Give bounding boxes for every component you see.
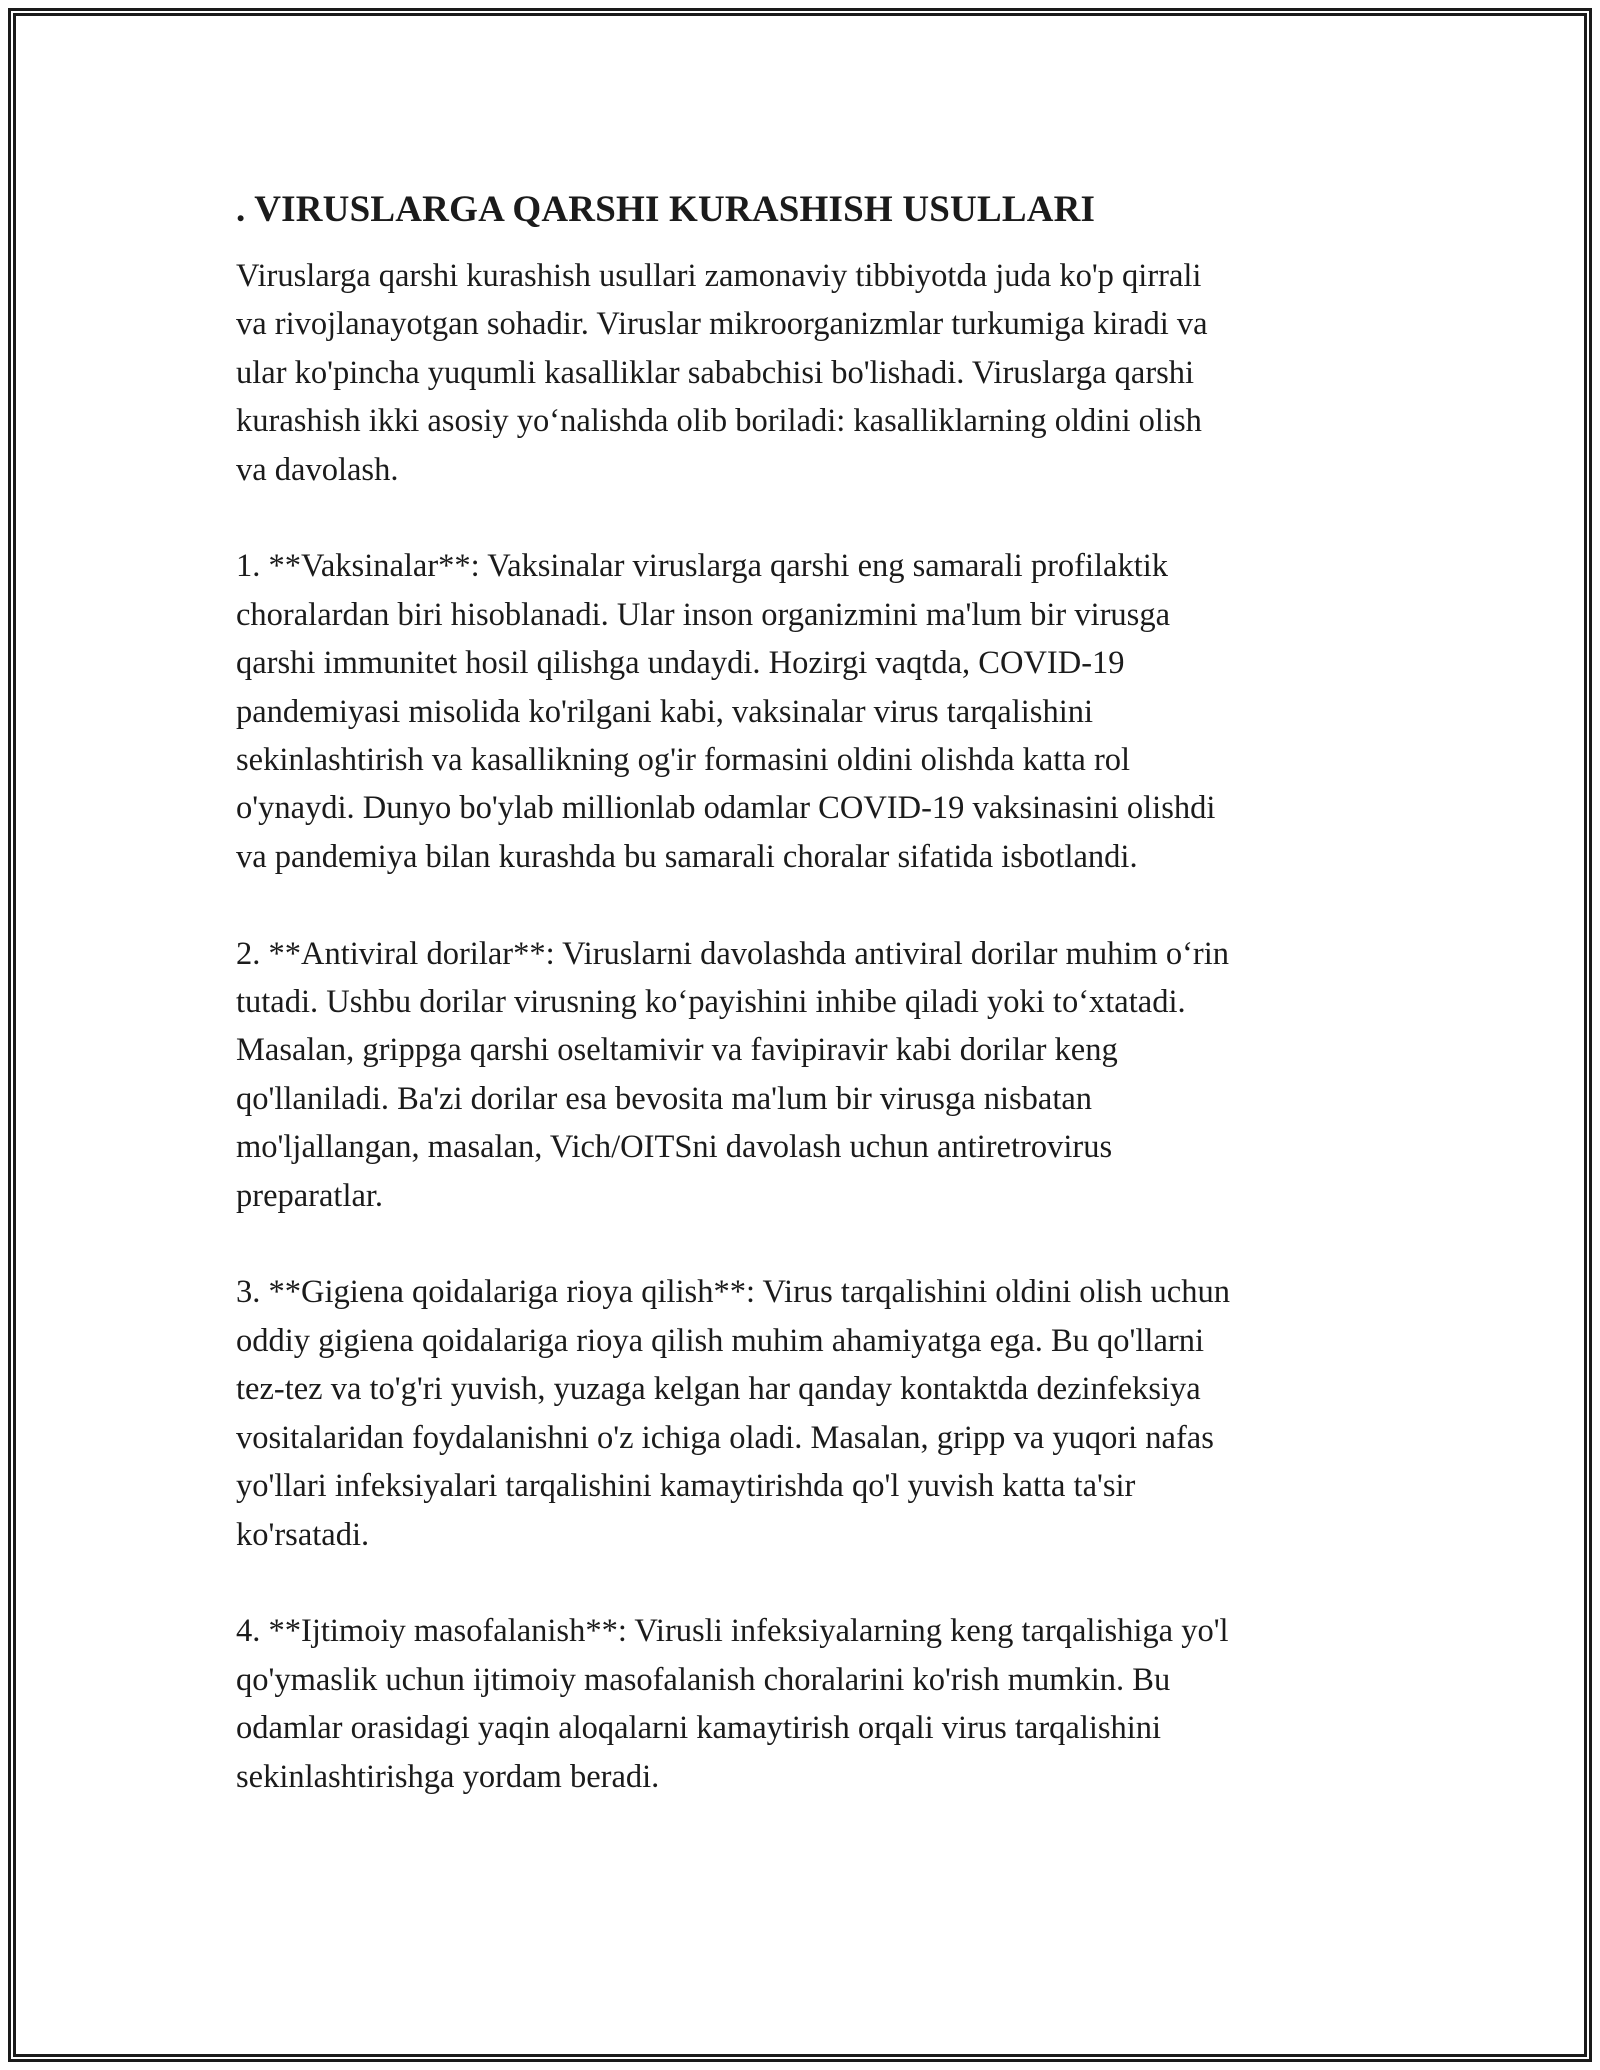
document-title: . VIRUSLARGA QARSHI KURASHISH USULLARI	[236, 189, 1096, 230]
paragraph-hygiene: 3. **Gigiena qoidalariga rioya qilish**: Virus tarqalishini oldini olish uchun oddiy gigiena qoidalariga rioya qilish muhim ahamiyatga ega. Bu qo'llarni tez-tez va to'g'ri yuvish, yuzaga kelgan har qanday kontaktda dezinfeksiya vositalaridan foydalanishni o'z ichiga oladi. Masalan, gripp va yuqori nafas yo'llari infeksiyalari tarqalishini kamaytirishda qo'l yuvish katta ta'sir ko'rsatadi.	[236, 1274, 1230, 1553]
document-body	[236, 186, 1376, 1801]
paragraph-antiviral-drugs: 2. **Antiviral dorilar**: Viruslarni davolashda antiviral dorilar muhim o‘rin tutadi. Ushbu dorilar virusning ko‘payishini inhibe qiladi yoki to‘xtatadi. Masalan, grippga qarshi oseltamivir va favipiravir kabi dorilar keng qo'llaniladi. Ba'zi dorilar esa bevosita ma'lum bir virusga nisbatan mo'ljallangan, masalan, Vich/OITSni davolash uchun antiretrovirus preparatlar.	[236, 935, 1229, 1214]
paragraph-vaccines: 1. **Vaksinalar**: Vaksinalar viruslarga qarshi eng samarali profilaktik choralardan biri hisoblanadi. Ular inson organizmini ma'lum bir virusga qarshi immunitet hosil qilishga undaydi. Hozirgi vaqtda, COVID-19 pandemiyasi misolida ko'rilgani kabi, vaksinalar virus tarqalishini sekinlashtirish va kasallikning og'ir formasini oldini olishda katta rol o'ynaydi. Dunyo bo'ylab millionlab odamlar COVID-19 vaksinasini olishdi va pandemiya bilan kurashda bu samarali choralar sifatida isbotlandi.	[236, 548, 1216, 875]
paragraph-social-distancing: 4. **Ijtimoiy masofalanish**: Virusli infeksiyalarning keng tarqalishiga yo'l qo'ymaslik uchun ijtimoiy masofalanish choralarini ko'rish mumkin. Bu odamlar orasidagi yaqin aloqalarni kamaytirish orqali virus tarqalishini sekinlashtirishga yordam beradi.	[236, 1613, 1229, 1795]
intro-paragraph: Viruslarga qarshi kurashish usullari zamonaviy tibbiyotda juda ko'p qirrali va rivojlanayotgan sohadir. Viruslar mikroorganizmlar turkumiga kiradi va ular ko'pincha yuqumli kasalliklar sababchisi bo'lishadi. Viruslarga qarshi kurashish ikki asosiy yo‘nalishda olib boriladi: kasalliklarning oldini olish va davolash.	[236, 258, 1208, 488]
